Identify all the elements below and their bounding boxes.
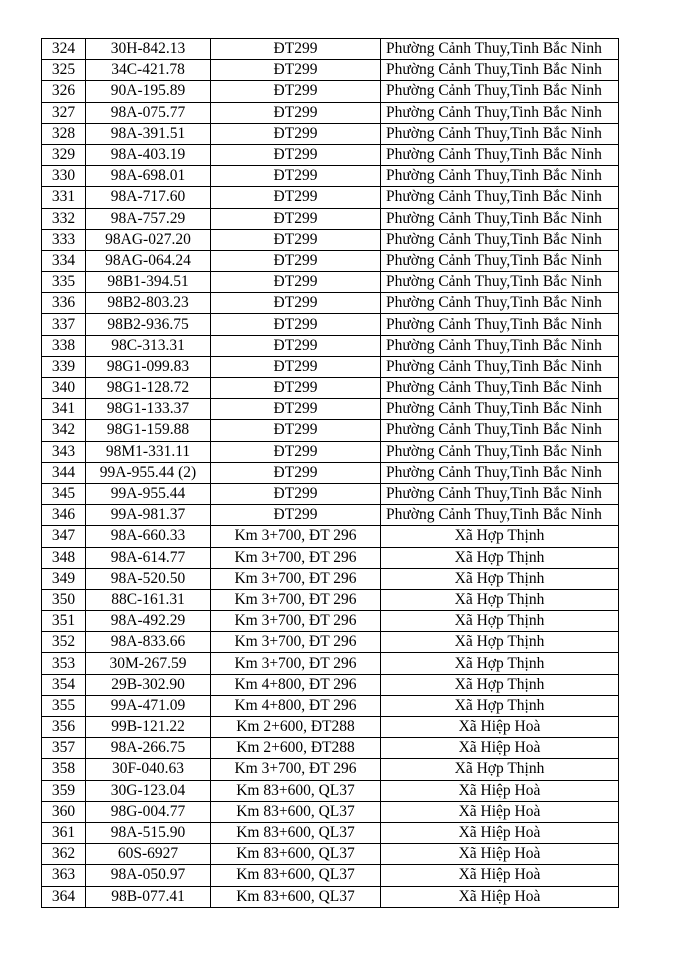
table-row (42, 547, 619, 568)
table-row (42, 632, 619, 653)
row-number-cell: 345 (42, 483, 86, 504)
table-row (42, 865, 619, 886)
row-number-cell: 355 (42, 695, 86, 716)
ward-cell: Xã Hợp Thịnh (381, 653, 619, 674)
road-location-cell: ĐT299 (211, 441, 381, 462)
ward-cell: Xã Hợp Thịnh (381, 547, 619, 568)
table-row (42, 335, 619, 356)
ward-cell: Xã Hợp Thịnh (381, 674, 619, 695)
row-number-cell: 325 (42, 60, 86, 81)
plate-number-cell: 30F-040.63 (86, 759, 211, 780)
table-row (42, 822, 619, 843)
road-location-cell: Km 83+600, QL37 (211, 865, 381, 886)
ward-cell: Phường Cảnh Thuy,Tinh Bắc Ninh (381, 144, 619, 165)
row-number-cell: 339 (42, 356, 86, 377)
row-number-cell: 327 (42, 102, 86, 123)
row-number-cell: 361 (42, 822, 86, 843)
row-number-cell: 344 (42, 462, 86, 483)
table-row (42, 653, 619, 674)
table-row (42, 102, 619, 123)
row-number-cell: 362 (42, 844, 86, 865)
road-location-cell: Km 83+600, QL37 (211, 822, 381, 843)
table-row (42, 526, 619, 547)
table-row (42, 589, 619, 610)
road-location-cell: Km 3+700, ĐT 296 (211, 653, 381, 674)
row-number-cell: 328 (42, 123, 86, 144)
plate-number-cell: 29B-302.90 (86, 674, 211, 695)
table-row (42, 611, 619, 632)
ward-cell: Xã Hiệp Hoà (381, 738, 619, 759)
ward-cell: Xã Hiệp Hoà (381, 886, 619, 907)
row-number-cell: 358 (42, 759, 86, 780)
row-number-cell: 341 (42, 399, 86, 420)
plate-number-cell: 99A-955.44 (86, 483, 211, 504)
plate-number-cell: 88C-161.31 (86, 589, 211, 610)
ward-cell: Xã Hiệp Hoà (381, 801, 619, 822)
road-location-cell: ĐT299 (211, 293, 381, 314)
plate-number-cell: 98G1-128.72 (86, 378, 211, 399)
table-row (42, 505, 619, 526)
road-location-cell: ĐT299 (211, 102, 381, 123)
ward-cell: Phường Cảnh Thuy,Tinh Bắc Ninh (381, 441, 619, 462)
road-location-cell: ĐT299 (211, 462, 381, 483)
plate-number-cell: 98A-050.97 (86, 865, 211, 886)
ward-cell: Phường Cảnh Thuy,Tinh Bắc Ninh (381, 462, 619, 483)
row-number-cell: 338 (42, 335, 86, 356)
ward-cell: Phường Cảnh Thuy,Tinh Bắc Ninh (381, 293, 619, 314)
plate-number-cell: 98C-313.31 (86, 335, 211, 356)
plate-number-cell: 98B2-803.23 (86, 293, 211, 314)
row-number-cell: 337 (42, 314, 86, 335)
ward-cell: Phường Cảnh Thuy,Tinh Bắc Ninh (381, 335, 619, 356)
road-location-cell: ĐT299 (211, 229, 381, 250)
plate-number-cell: 98B2-936.75 (86, 314, 211, 335)
plate-number-cell: 90A-195.89 (86, 81, 211, 102)
plate-number-cell: 34C-421.78 (86, 60, 211, 81)
ward-cell: Xã Hiệp Hoà (381, 822, 619, 843)
road-location-cell: ĐT299 (211, 39, 381, 60)
road-location-cell: Km 3+700, ĐT 296 (211, 547, 381, 568)
table-row (42, 717, 619, 738)
row-number-cell: 332 (42, 208, 86, 229)
road-location-cell: ĐT299 (211, 208, 381, 229)
plate-number-cell: 98A-717.60 (86, 187, 211, 208)
road-location-cell: ĐT299 (211, 505, 381, 526)
road-location-cell: Km 3+700, ĐT 296 (211, 632, 381, 653)
table-row (42, 886, 619, 907)
row-number-cell: 351 (42, 611, 86, 632)
plate-number-cell: 30M-267.59 (86, 653, 211, 674)
plate-number-cell: 98A-757.29 (86, 208, 211, 229)
road-location-cell: ĐT299 (211, 81, 381, 102)
ward-cell: Xã Hợp Thịnh (381, 611, 619, 632)
table-row (42, 356, 619, 377)
road-location-cell: Km 83+600, QL37 (211, 801, 381, 822)
ward-cell: Phường Cảnh Thuy,Tinh Bắc Ninh (381, 272, 619, 293)
plate-number-cell: 98G-004.77 (86, 801, 211, 822)
ward-cell: Phường Cảnh Thuy,Tinh Bắc Ninh (381, 39, 619, 60)
table-row (42, 144, 619, 165)
road-location-cell: ĐT299 (211, 314, 381, 335)
plate-number-cell: 98A-515.90 (86, 822, 211, 843)
row-number-cell: 340 (42, 378, 86, 399)
plate-number-cell: 98A-266.75 (86, 738, 211, 759)
ward-cell: Phường Cảnh Thuy,Tinh Bắc Ninh (381, 229, 619, 250)
road-location-cell: ĐT299 (211, 250, 381, 271)
table-row (42, 81, 619, 102)
plate-number-cell: 98AG-027.20 (86, 229, 211, 250)
road-location-cell: Km 3+700, ĐT 296 (211, 759, 381, 780)
plate-number-cell: 98AG-064.24 (86, 250, 211, 271)
row-number-cell: 353 (42, 653, 86, 674)
ward-cell: Phường Cảnh Thuy,Tinh Bắc Ninh (381, 420, 619, 441)
plate-number-cell: 98A-660.33 (86, 526, 211, 547)
road-location-cell: ĐT299 (211, 335, 381, 356)
ward-cell: Xã Hiệp Hoà (381, 780, 619, 801)
ward-cell: Phường Cảnh Thuy,Tinh Bắc Ninh (381, 187, 619, 208)
row-number-cell: 326 (42, 81, 86, 102)
table-row (42, 250, 619, 271)
row-number-cell: 363 (42, 865, 86, 886)
ward-cell: Phường Cảnh Thuy,Tinh Bắc Ninh (381, 356, 619, 377)
road-location-cell: Km 2+600, ĐT288 (211, 738, 381, 759)
road-location-cell: Km 3+700, ĐT 296 (211, 589, 381, 610)
table-row (42, 801, 619, 822)
table-row (42, 483, 619, 504)
table-body (42, 39, 619, 908)
road-location-cell: ĐT299 (211, 166, 381, 187)
plate-number-cell: 99A-955.44 (2) (86, 462, 211, 483)
table-row (42, 738, 619, 759)
ward-cell: Xã Hợp Thịnh (381, 695, 619, 716)
ward-cell: Xã Hợp Thịnh (381, 526, 619, 547)
row-number-cell: 356 (42, 717, 86, 738)
row-number-cell: 354 (42, 674, 86, 695)
plate-number-cell: 98G1-099.83 (86, 356, 211, 377)
row-number-cell: 336 (42, 293, 86, 314)
ward-cell: Xã Hợp Thịnh (381, 589, 619, 610)
plate-number-cell: 99B-121.22 (86, 717, 211, 738)
plate-number-cell: 98A-520.50 (86, 568, 211, 589)
plate-number-cell: 98G1-133.37 (86, 399, 211, 420)
table-row (42, 780, 619, 801)
road-location-cell: ĐT299 (211, 272, 381, 293)
table-row (42, 187, 619, 208)
table-row (42, 314, 619, 335)
plate-number-cell: 98A-075.77 (86, 102, 211, 123)
plate-number-cell: 98B1-394.51 (86, 272, 211, 293)
plate-number-cell: 98A-403.19 (86, 144, 211, 165)
plate-number-cell: 60S-6927 (86, 844, 211, 865)
table-row (42, 293, 619, 314)
road-location-cell: Km 83+600, QL37 (211, 844, 381, 865)
road-location-cell: ĐT299 (211, 378, 381, 399)
row-number-cell: 343 (42, 441, 86, 462)
road-location-cell: Km 4+800, ĐT 296 (211, 695, 381, 716)
table-row (42, 378, 619, 399)
ward-cell: Xã Hiệp Hoà (381, 717, 619, 738)
row-number-cell: 357 (42, 738, 86, 759)
row-number-cell: 364 (42, 886, 86, 907)
row-number-cell: 360 (42, 801, 86, 822)
ward-cell: Xã Hợp Thịnh (381, 632, 619, 653)
plate-number-cell: 98A-833.66 (86, 632, 211, 653)
table-row (42, 272, 619, 293)
table-row (42, 399, 619, 420)
violations-table (41, 38, 619, 908)
plate-number-cell: 99A-471.09 (86, 695, 211, 716)
row-number-cell: 335 (42, 272, 86, 293)
ward-cell: Phường Cảnh Thuy,Tinh Bắc Ninh (381, 166, 619, 187)
table-row (42, 166, 619, 187)
table-row (42, 759, 619, 780)
plate-number-cell: 30G-123.04 (86, 780, 211, 801)
row-number-cell: 349 (42, 568, 86, 589)
plate-number-cell: 30H-842.13 (86, 39, 211, 60)
table-row (42, 695, 619, 716)
road-location-cell: Km 3+700, ĐT 296 (211, 526, 381, 547)
row-number-cell: 348 (42, 547, 86, 568)
table-row (42, 60, 619, 81)
road-location-cell: Km 2+600, ĐT288 (211, 717, 381, 738)
ward-cell: Phường Cảnh Thuy,Tinh Bắc Ninh (381, 505, 619, 526)
ward-cell: Xã Hợp Thịnh (381, 568, 619, 589)
road-location-cell: Km 3+700, ĐT 296 (211, 568, 381, 589)
row-number-cell: 333 (42, 229, 86, 250)
road-location-cell: ĐT299 (211, 123, 381, 144)
road-location-cell: ĐT299 (211, 356, 381, 377)
table-row (42, 462, 619, 483)
row-number-cell: 330 (42, 166, 86, 187)
ward-cell: Phường Cảnh Thuy,Tinh Bắc Ninh (381, 314, 619, 335)
plate-number-cell: 98A-492.29 (86, 611, 211, 632)
row-number-cell: 329 (42, 144, 86, 165)
table-row (42, 229, 619, 250)
table-row (42, 39, 619, 60)
table-row (42, 674, 619, 695)
plate-number-cell: 98M1-331.11 (86, 441, 211, 462)
ward-cell: Phường Cảnh Thuy,Tinh Bắc Ninh (381, 60, 619, 81)
ward-cell: Phường Cảnh Thuy,Tinh Bắc Ninh (381, 399, 619, 420)
table-row (42, 420, 619, 441)
table-row (42, 123, 619, 144)
plate-number-cell: 98A-614.77 (86, 547, 211, 568)
ward-cell: Phường Cảnh Thuy,Tinh Bắc Ninh (381, 208, 619, 229)
ward-cell: Xã Hiệp Hoà (381, 844, 619, 865)
table-row (42, 844, 619, 865)
road-location-cell: ĐT299 (211, 60, 381, 81)
row-number-cell: 347 (42, 526, 86, 547)
table-row (42, 208, 619, 229)
ward-cell: Phường Cảnh Thuy,Tinh Bắc Ninh (381, 378, 619, 399)
road-location-cell: ĐT299 (211, 187, 381, 208)
ward-cell: Phường Cảnh Thuy,Tinh Bắc Ninh (381, 483, 619, 504)
ward-cell: Xã Hiệp Hoà (381, 865, 619, 886)
table-row (42, 568, 619, 589)
row-number-cell: 324 (42, 39, 86, 60)
row-number-cell: 334 (42, 250, 86, 271)
table-row (42, 441, 619, 462)
road-location-cell: ĐT299 (211, 144, 381, 165)
row-number-cell: 342 (42, 420, 86, 441)
plate-number-cell: 98B-077.41 (86, 886, 211, 907)
plate-number-cell: 99A-981.37 (86, 505, 211, 526)
plate-number-cell: 98A-698.01 (86, 166, 211, 187)
ward-cell: Phường Cảnh Thuy,Tinh Bắc Ninh (381, 250, 619, 271)
road-location-cell: Km 83+600, QL37 (211, 780, 381, 801)
ward-cell: Phường Cảnh Thuy,Tinh Bắc Ninh (381, 81, 619, 102)
row-number-cell: 352 (42, 632, 86, 653)
road-location-cell: Km 3+700, ĐT 296 (211, 611, 381, 632)
plate-number-cell: 98A-391.51 (86, 123, 211, 144)
road-location-cell: Km 4+800, ĐT 296 (211, 674, 381, 695)
ward-cell: Phường Cảnh Thuy,Tinh Bắc Ninh (381, 123, 619, 144)
ward-cell: Xã Hợp Thịnh (381, 759, 619, 780)
road-location-cell: ĐT299 (211, 483, 381, 504)
row-number-cell: 331 (42, 187, 86, 208)
road-location-cell: ĐT299 (211, 399, 381, 420)
row-number-cell: 359 (42, 780, 86, 801)
row-number-cell: 346 (42, 505, 86, 526)
row-number-cell: 350 (42, 589, 86, 610)
ward-cell: Phường Cảnh Thuy,Tinh Bắc Ninh (381, 102, 619, 123)
road-location-cell: ĐT299 (211, 420, 381, 441)
plate-number-cell: 98G1-159.88 (86, 420, 211, 441)
road-location-cell: Km 83+600, QL37 (211, 886, 381, 907)
